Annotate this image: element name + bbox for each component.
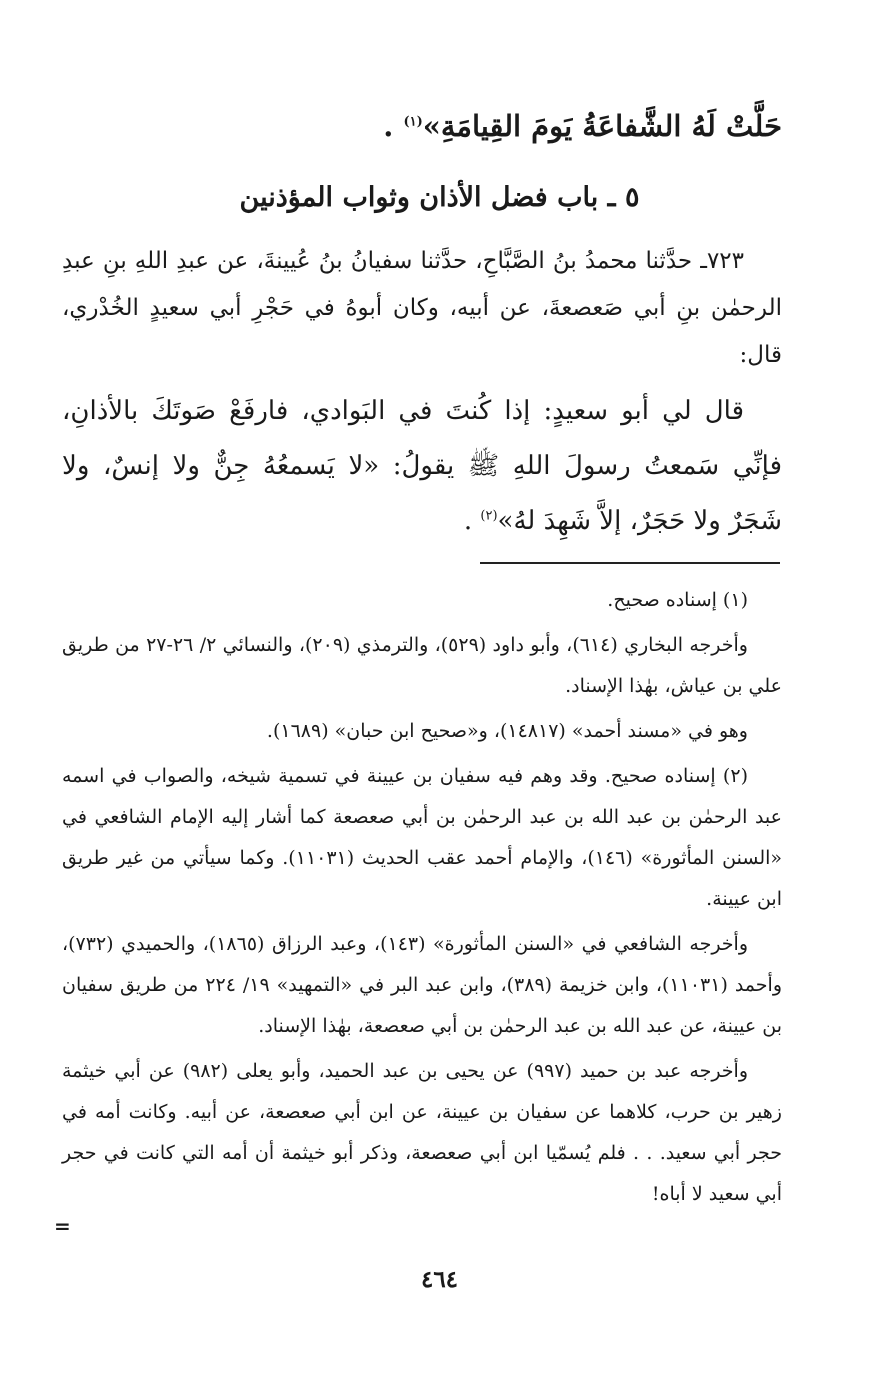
carry-over-end: . [383, 109, 404, 143]
footnote-paragraph: (٢) إسناده صحيح. وقد وهم فيه سفيان بن عيينة في تسمية شيخه، والصواب في اسمه عبد الرحمٰن بن عبد الله بن عبد الرحمٰن بن أبي صعصعة كما أشار إليه الإمام الشافعي في «السنن المأثورة» (١٤٦)، والإمام أحمد عقب الحديث (١١٠٣١). وكما سيأتي من غير طريق ابن عيينة. [62, 765, 783, 910]
hadith-isnad: ٧٢٣ـ حدَّثنا محمدُ بنُ الصَّبَّاحِ، حدَّثنا سفيانُ بنُ عُيينةَ، عن عبدِ اللهِ بنِ عبدِ الرحمٰن بنِ أبي صَعصعةَ، عن أبيه، وكان أبوهُ في حَجْرِ أبي سعيدٍ الخُدْري، قال: [62, 248, 782, 368]
hadith-matn-text: قال لي أبو سعيدٍ: إذا كُنتَ في البَوادي، فارفَعْ صَوتَكَ بالأذانِ، فإنِّي سَمعتُ رسولَ اللهِ ﷺ يقولُ: «لا يَسمعُهُ جِنٌّ ولا إنسٌ، ولا شَجَرٌ ولا حَجَرٌ، إلاَّ شَهِدَ لهُ» [62, 396, 782, 536]
footnote-paragraph: (١) إسناده صحيح. [607, 589, 748, 611]
hadith-matn-end: . [463, 506, 481, 536]
continuation-mark: = [54, 1214, 71, 1238]
footnote-paragraph: وأخرجه الشافعي في «السنن المأثورة» (١٤٣)، وعبد الرزاق (١٨٦٥)، والحميدي (٧٣٢)، وأحمد (١١٠٣١)، وابن خزيمة (٣٨٩)، وابن عبد البر في «التمهيد» ١٩/ ٢٢٤ من طريق سفيان بن عيينة، عن عبد الله بن عبد الرحمٰن بن أبي صعصعة، بهٰذا الإسناد. [62, 933, 782, 1037]
footnote-paragraph: وأخرجه عبد بن حميد (٩٩٧) عن يحيى بن عبد الحميد، وأبو يعلى (٩٨٢) عن أبي خيثمة زهير بن حرب، كلاهما عن سفيان بن عيينة، عن ابن أبي صعصعة، عن أبيه. وكانت أمه في حجر أبي سعيد. . . فلم يُسمّيا ابن أبي صعصعة، وذكر أبو خيثمة أن أمه التي كانت في حجر أبي سعيد لا أباه! [62, 1060, 782, 1205]
footnote-divider [480, 562, 780, 564]
footnote-paragraph: وأخرجه البخاري (٦١٤)، وأبو داود (٥٢٩)، والترمذي (٢٠٩)، والنسائي ٢/ ٢٦-٢٧ من طريق علي بن عياش، بهٰذا الإسناد. [62, 634, 782, 697]
footnote-ref-2: (٢) [480, 508, 498, 524]
chapter-title: ٥ ـ باب فضل الأذان وثواب المؤذنين [239, 182, 640, 213]
footnote-ref-1: (١) [403, 114, 423, 130]
hadith-matn [62, 384, 782, 549]
page-number: ٤٦٤ [420, 1266, 459, 1293]
carried-over-hadith-ending [62, 96, 782, 156]
footnotes-section [62, 580, 782, 1219]
carry-over-text: حَلَّتْ لَهُ الشَّفاعَةُ يَومَ القِيامَةِ» [422, 109, 782, 143]
footnote-paragraph: وهو في «مسند أحمد» (١٤٨١٧)، و«صحيح ابن حبان» (١٦٨٩). [266, 720, 748, 742]
